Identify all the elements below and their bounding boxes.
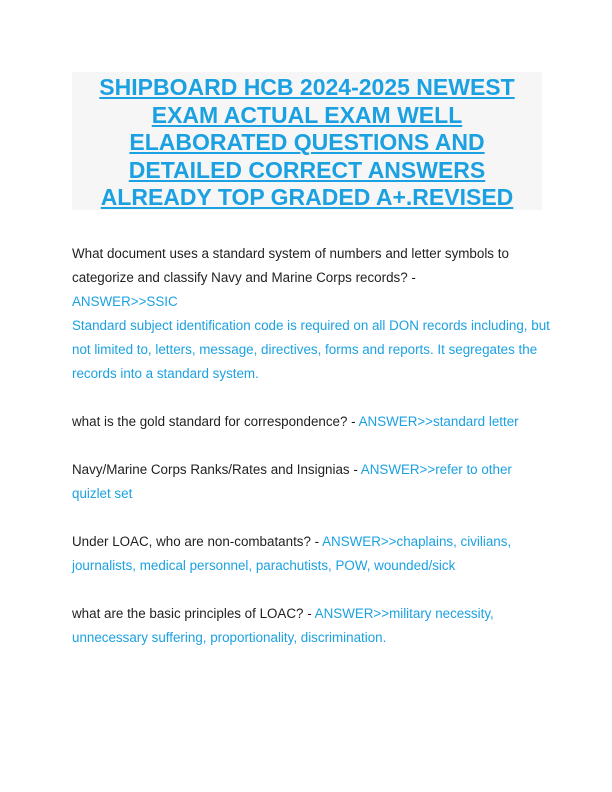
qa-item-1 xyxy=(72,242,550,386)
title-block xyxy=(72,72,542,210)
answer-text: ANSWER>>standard letter xyxy=(358,414,519,429)
question-text: what is the gold standard for correspondence? - xyxy=(72,414,356,429)
document-title: SHIPBOARD HCB 2024-2025 NEWEST EXAM ACTUAL EXAM WELL ELABORATED QUESTIONS AND DETAILED CORRECT ANSWERS ALREADY TOP GRADED A+.REVISED xyxy=(99,74,515,210)
question-text: What document uses a standard system of numbers and letter symbols to categorize and classify Navy and Marine Corps records? - xyxy=(72,246,509,285)
answer-text: ANSWER>>chaplains, civilians, journalists, medical personnel, parachutists, POW, wounded/sick xyxy=(72,534,512,573)
answer-text: ANSWER>>refer to other quizlet set xyxy=(72,462,512,501)
answer-text: ANSWER>>SSIC xyxy=(72,294,178,309)
answer-detail: Standard subject identification code is required on all DON records including, but not limited to, letters, message, directives, forms and reports. It segregates the records into a standard system. xyxy=(72,318,550,381)
qa-item-5 xyxy=(72,602,550,650)
qa-item-3 xyxy=(72,458,550,506)
qa-item-2 xyxy=(72,410,550,434)
question-text: Navy/Marine Corps Ranks/Rates and Insignias - xyxy=(72,462,358,477)
qa-item-4 xyxy=(72,530,550,578)
question-text: Under LOAC, who are non-combatants? - xyxy=(72,534,320,549)
answer-text: ANSWER>>military necessity, unnecessary suffering, proportionality, discrimination. xyxy=(72,606,494,645)
question-text: what are the basic principles of LOAC? - xyxy=(72,606,312,621)
qa-list xyxy=(72,242,550,674)
